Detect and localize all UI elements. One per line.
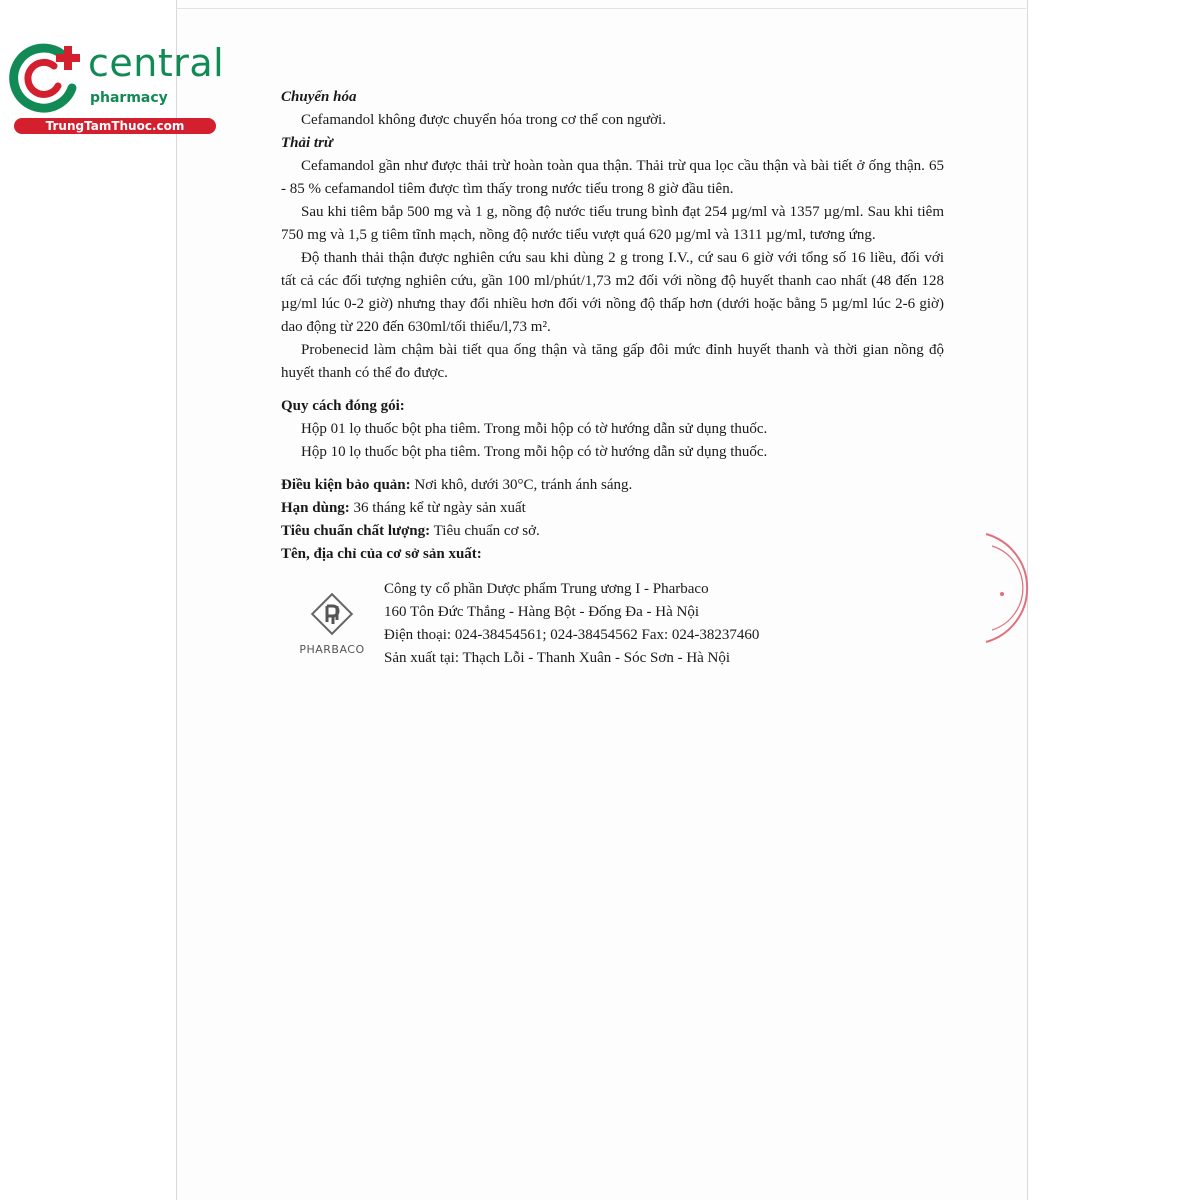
storage-row: Điều kiện bảo quản: Nơi khô, dưới 30°C, tránh ánh sáng. [281, 477, 633, 493]
pharbaco-logo [292, 592, 372, 656]
excretion-heading: Thải trừ [281, 135, 333, 151]
brand-subtitle: pharmacy [90, 90, 168, 106]
pharbaco-diamond-icon [310, 592, 354, 636]
packaging-list [281, 418, 944, 464]
excretion-paragraph-3: Độ thanh thải thận được nghiên cứu sau khi dùng 2 g trong I.V., cứ sau 6 giờ với tổng số 16 liều, đối với tất cả các đối tượng nghiên cứu, gần 100 ml/phút/1,73 m2 đối với nồng độ huyết thanh cao nhất (48 đến 128 µg/ml lúc 0-2 giờ) nhưng thay đổi nhiều hơn đối với nồng độ thấp hơn (dưới hoặc bằng 5 µg/ml lúc 2-6 giờ) dao động từ 220 đến 630ml/tối thiểu/l,73 m². [281, 250, 944, 335]
page-top-edge [176, 0, 1026, 9]
quality-standard-row: Tiêu chuẩn chất lượng: Tiêu chuẩn cơ sở. [281, 523, 540, 539]
brand-name: central [88, 41, 225, 85]
document-body [281, 86, 944, 566]
excretion-paragraph-1: Cefamandol gần như được thải trừ hoàn toàn qua thận. Thải trừ qua lọc cầu thận và bài tiết ở ống thận. 65 - 85 % cefamandol tiêm được tìm thấy trong nước tiểu trong 8 giờ đầu tiên. [281, 158, 944, 197]
metabolism-heading: Chuyển hóa [281, 89, 357, 105]
metabolism-text: Cefamandol không được chuyển hóa trong cơ thể con người. [301, 112, 666, 128]
packaging-item: Hộp 01 lọ thuốc bột pha tiêm. Trong mỗi hộp có tờ hướng dẫn sử dụng thuốc. [301, 421, 768, 437]
manufacturer-block [282, 581, 902, 674]
company-name: Công ty cổ phần Dược phẩm Trung ương I - Pharbaco [384, 581, 709, 597]
company-phone: Điện thoại: 024-38454561; 024-38454562 Fax: 024-38237460 [384, 627, 760, 643]
shelf-life-row: Hạn dùng: 36 tháng kể từ ngày sản xuất [281, 500, 526, 516]
packaging-heading: Quy cách đóng gói: [281, 398, 405, 414]
central-pharmacy-logo[interactable] [8, 38, 225, 138]
pharbaco-caption: PHARBACO [299, 643, 365, 656]
manufacturer-heading: Tên, địa chỉ của cơ sở sản xuất: [281, 546, 482, 562]
pharmacy-cross-logo-icon [8, 38, 86, 116]
company-address: 160 Tôn Đức Thắng - Hàng Bột - Đống Đa - Hà Nội [384, 604, 700, 620]
excretion-text [281, 155, 944, 385]
site-url: TrungTamThuoc.com [14, 118, 216, 134]
excretion-paragraph-4: Probenecid làm chậm bài tiết qua ống thận và tăng gấp đôi mức đỉnh huyết thanh và thời gian nồng độ huyết thanh có thể đo được. [281, 342, 944, 381]
production-site: Sản xuất tại: Thạch Lỗi - Thanh Xuân - Sóc Sơn - Hà Nội [384, 650, 731, 666]
manufacturer-address [384, 578, 759, 670]
packaging-item: Hộp 10 lọ thuốc bột pha tiêm. Trong mỗi hộp có tờ hướng dẫn sử dụng thuốc. [301, 444, 768, 460]
red-seal-stamp-icon [978, 528, 1038, 648]
excretion-paragraph-2: Sau khi tiêm bắp 500 mg và 1 g, nồng độ nước tiểu trung bình đạt 254 µg/ml và 1357 µg/ml. Sau khi tiêm 750 mg và 1,5 g tiêm tĩnh mạch, nồng độ nước tiểu vượt quá 620 µg/ml và 1311 µg/ml, tương ứng. [281, 204, 944, 243]
